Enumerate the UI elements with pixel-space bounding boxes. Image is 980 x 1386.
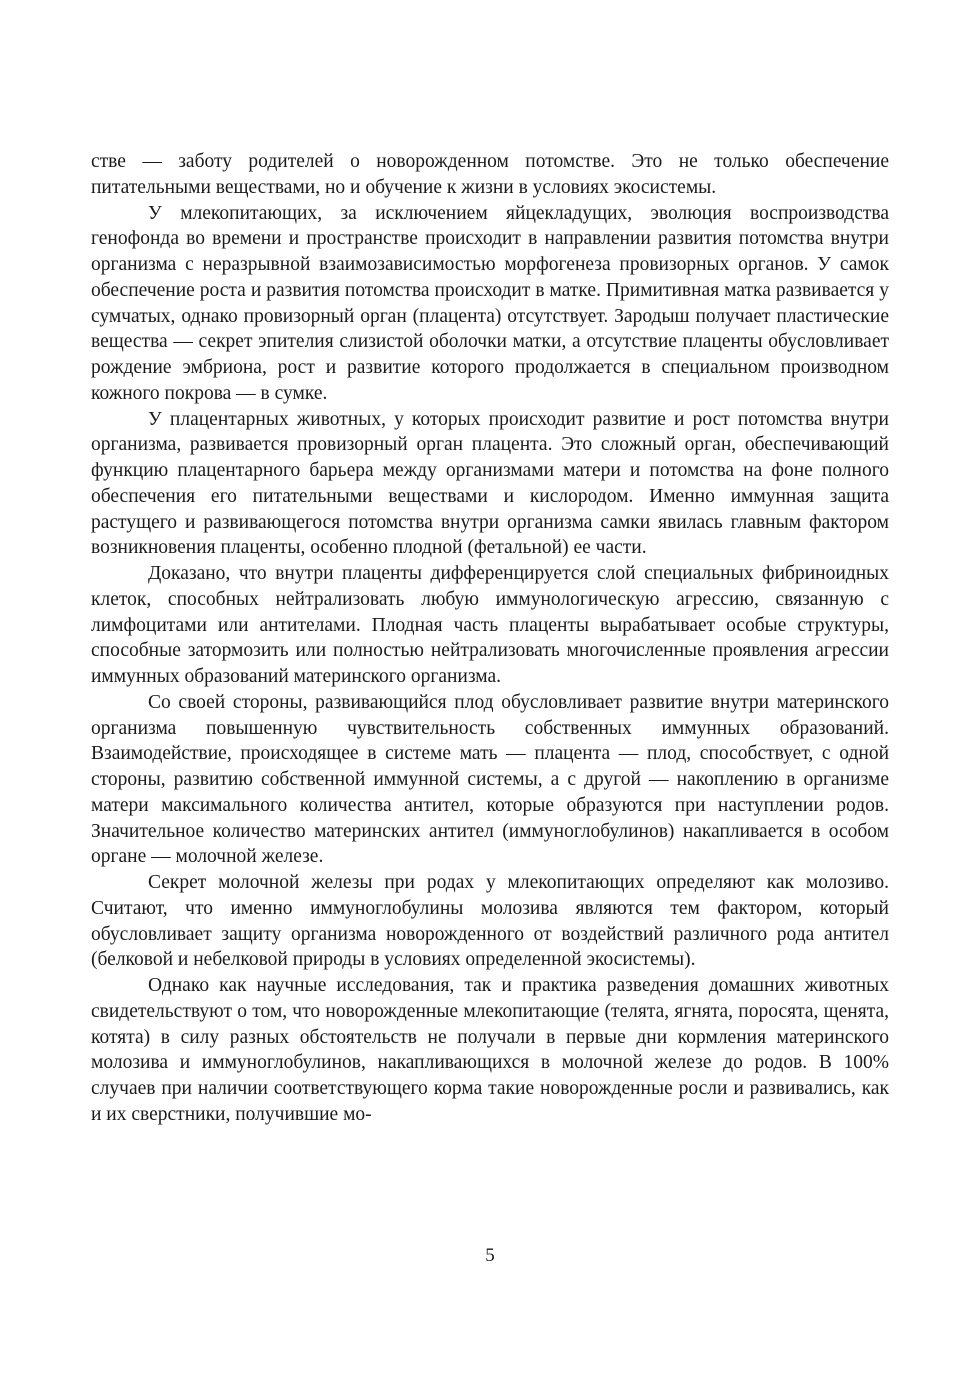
paragraph-continuation: стве — заботу родителей о новорожденном потомстве. Это не только обеспечение питательными веществами, но и обучение к жизни в условиях экосистемы.	[91, 151, 889, 198]
paragraph-fibrinoid: Доказано, что внутри плаценты дифференцируется слой специальных фибриноидных клеток, способных нейтрализовать любую иммунологическую агрессию, связанную с лимфоцитами или антителами. Плодная часть плаценты вырабатывает особые структуры, способные затормозить или полностью нейтрализовать многочисленные проявления агрессии иммунных образований материнского организма.	[91, 563, 889, 687]
paragraph-fetus: Со своей стороны, развивающийся плод обусловливает развитие внутри материнского организма повышенную чувствительность собственных иммунных образований. Взаимодействие, происходящее в системе мать — плацента — плод, способствует, с одной стороны, развитию собственной иммунной системы, а с другой — накоплению в организме матери максимального количества антител, которые образуются при наступлении родов. Значительное количество материнских антител (иммуноглобулинов) накапливается в особом органе — молочной железе.	[91, 691, 889, 868]
paragraph-research: Однако как научные исследования, так и практика разведения домашних животных свидетельствуют о том, что новорожденные млекопитающие (телята, ягнята, поросята, щенята, котята) в силу разных обстоятельств не получали в первые дни кормления материнского молозива и иммуноглобулинов, накапливающихся в молочной железе до родов. В 100% случаев при наличии соответствующего корма такие новорожденные росли и развивались, как и их сверстники, получившие мо-	[91, 975, 889, 1125]
page-body	[91, 149, 889, 1128]
paragraph-mammals: У млекопитающих, за исключением яйцекладущих, эволюция воспроизводства генофонда во времени и пространстве происходит в направлении развития потомства внутри организма с неразрывной взаимозависимостью морфогенеза провизорных органов. У самок обеспечение роста и развития потомства происходит в матке. Примитивная матка развивается у сумчатых, однако провизорный орган (плацента) отсутствует. Зародыш получает пластические вещества — секрет эпителия слизистой оболочки матки, а отсутствие плаценты обусловливает рождение эмбриона, рост и развитие которого продолжается в специальном производном кожного покрова — в сумке.	[91, 202, 889, 404]
paragraph-colostrum: Секрет молочной железы при родах у млекопитающих определяют как молозиво. Считают, что именно иммуноглобулины молозива являются тем фактором, который обусловливает защиту организма новорожденного от воздействий различного рода антител (белковой и небелковой природы в условиях определенной экосистемы).	[91, 872, 889, 971]
paragraph-placental: У плацентарных животных, у которых происходит развитие и рост потомства внутри организма, развивается провизорный орган плацента. Это сложный орган, обеспечивающий функцию плацентарного барьера между организмами матери и потомства на фоне полного обеспечения его питательными веществами и кислородом. Именно иммунная защита растущего и развивающегося потомства внутри организма самки явилась главным фактором возникновения плаценты, особенно плодной (фетальной) ее части.	[91, 408, 889, 559]
page-number: 5	[485, 1245, 495, 1266]
